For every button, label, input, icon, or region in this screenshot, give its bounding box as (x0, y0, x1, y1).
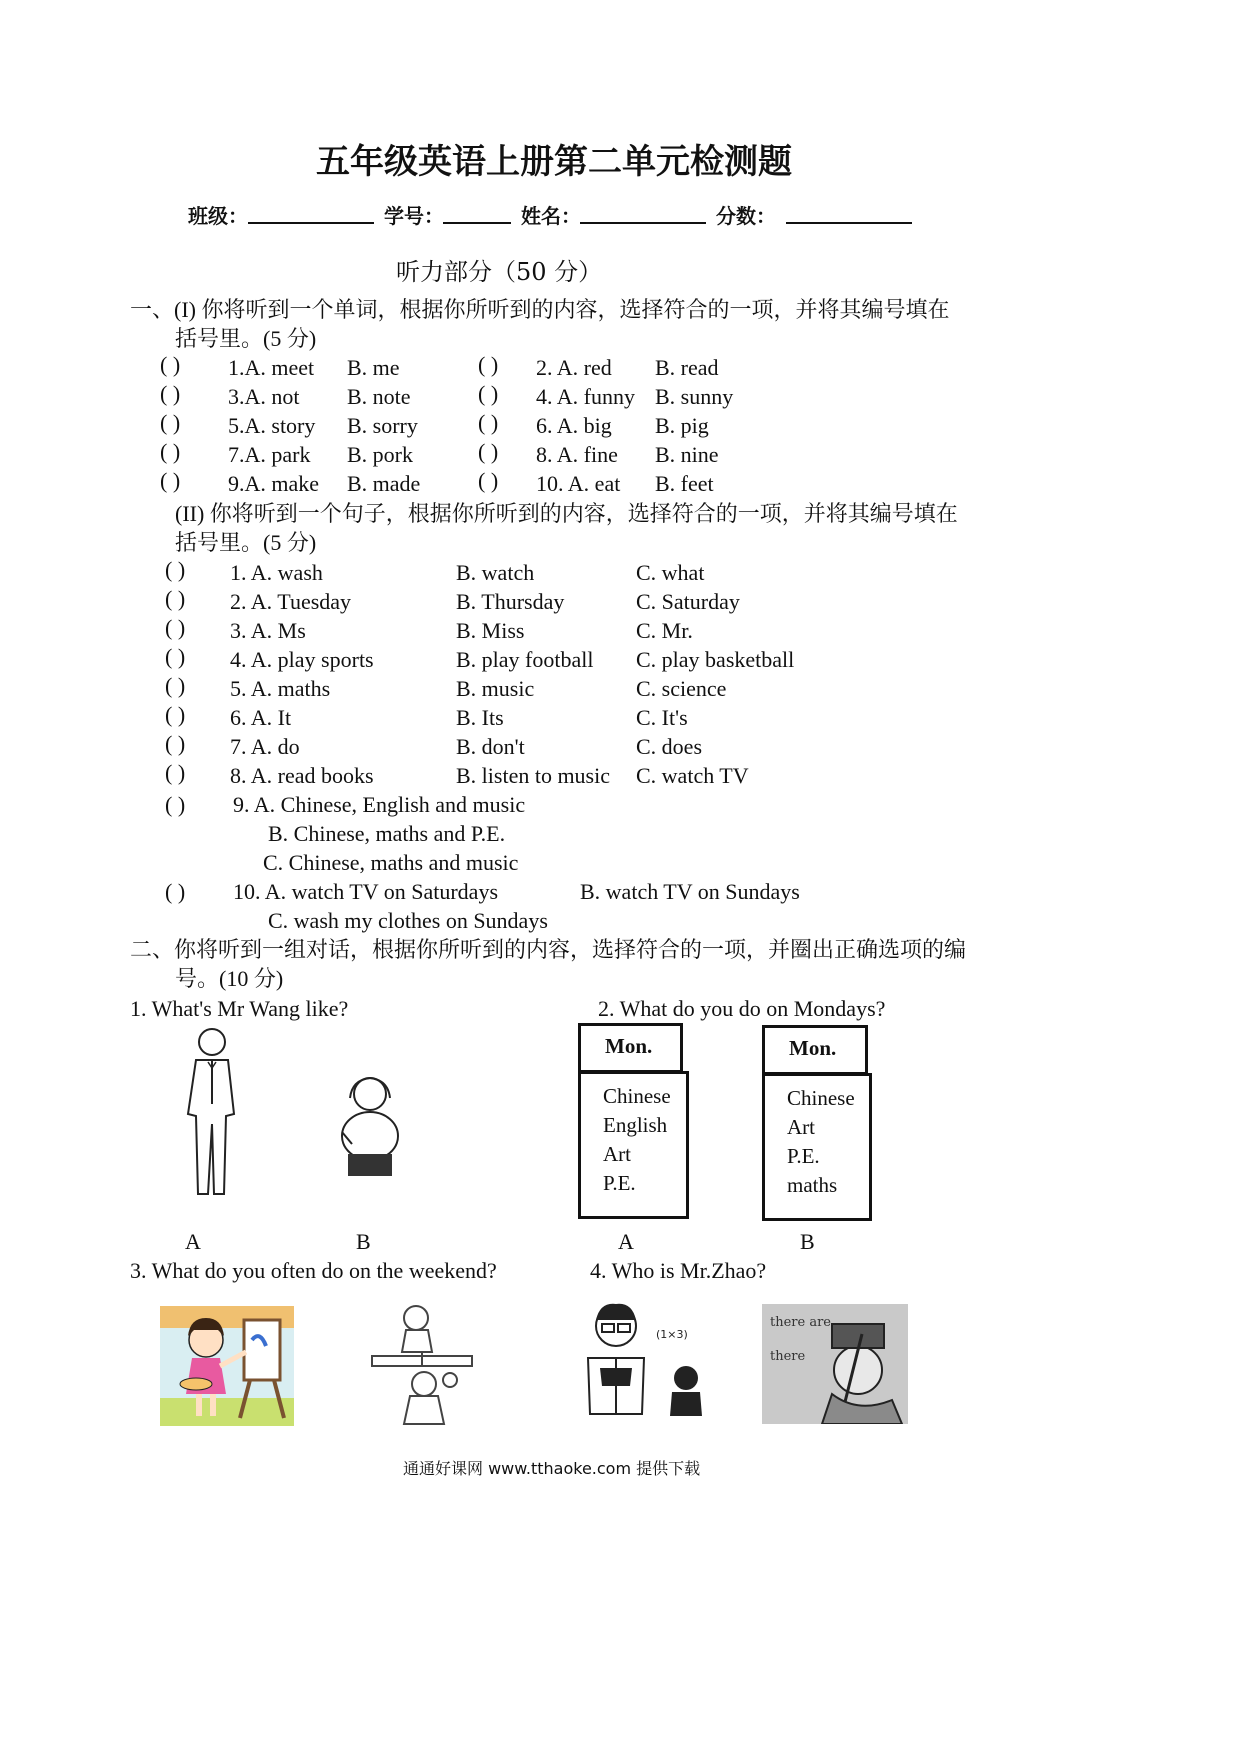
word-option-a: 8. A. fine (536, 442, 618, 467)
answer-paren[interactable]: ( ) (165, 644, 186, 669)
girl-painting-image[interactable] (160, 1306, 294, 1426)
sentence-option-c: C. does (636, 734, 702, 759)
option-a-label[interactable]: A (618, 1229, 634, 1254)
boy-teaching-image[interactable] (762, 1304, 908, 1424)
page-title: 五年级英语上册第二单元检测题 (316, 142, 792, 182)
part2-instruction-line2: 号。(10 分) (175, 966, 284, 991)
part1-instruction-line2: 括号里。(5 分) (175, 326, 317, 351)
word-option-b: B. note (347, 384, 411, 409)
score-blank[interactable] (786, 222, 912, 224)
word-option-a: 9.A. make (228, 471, 320, 496)
sentence-option-b: B. watch (456, 560, 535, 585)
sentence-option-c: C. watch TV (636, 763, 749, 788)
schedule-b-item: maths (787, 1173, 838, 1197)
sentence-option-a: 5. A. maths (230, 676, 331, 701)
sentence-option-b: B. play football (456, 647, 594, 672)
teacher-with-book-image[interactable] (576, 1298, 710, 1416)
word-option-b: B. feet (655, 471, 714, 496)
answer-paren[interactable]: ( ) (160, 352, 181, 377)
short-fat-man-image[interactable] (330, 1074, 410, 1182)
board-text-line1: there are (770, 1315, 831, 1330)
word-option-b: B. sorry (347, 413, 418, 438)
q9-option-c: C. Chinese, maths and music (263, 850, 519, 875)
schedule-header-b: Mon. (762, 1025, 868, 1075)
answer-paren[interactable]: ( ) (160, 381, 181, 406)
board-text-line2: there (770, 1349, 806, 1364)
sentence-option-b: B. Miss (456, 618, 525, 643)
option-b-label[interactable]: B (800, 1229, 815, 1254)
q10-option-c: C. wash my clothes on Sundays (268, 908, 548, 933)
sentence-option-c: C. Mr. (636, 618, 693, 643)
class-blank[interactable] (248, 222, 374, 224)
tall-man-image[interactable] (174, 1024, 244, 1196)
number-label: 学号： (384, 204, 444, 228)
word-option-a: 4. A. funny (536, 384, 635, 409)
q10-option-a: 10. A. watch TV on Saturdays (233, 879, 498, 904)
schedule-b-item: Art (787, 1115, 815, 1139)
schedule-b-item: P.E. (787, 1144, 820, 1168)
girls-ping-pong-image[interactable] (362, 1300, 482, 1428)
sentence-option-c: C. science (636, 676, 727, 701)
sentence-option-a: 3. A. Ms (230, 618, 306, 643)
answer-paren[interactable]: ( ) (478, 381, 499, 406)
listening-header: 听力部分（50 分） (396, 258, 603, 286)
part1-instruction-line1: 一、(I) 你将听到一个单词，根据你所听到的内容，选择符合的一项，并将其编号填在 (130, 297, 950, 322)
sentence-option-a: 2. A. Tuesday (230, 589, 352, 614)
question-4: 4. Who is Mr.Zhao? (590, 1258, 767, 1283)
word-option-b: B. pork (347, 442, 413, 467)
answer-paren[interactable]: ( ) (165, 673, 186, 698)
number-blank[interactable] (443, 222, 511, 224)
word-option-a: 7.A. park (228, 442, 311, 467)
name-blank[interactable] (580, 222, 706, 224)
sentence-option-c: C. play basketball (636, 647, 795, 672)
answer-paren[interactable]: ( ) (165, 792, 186, 817)
question-1: 1. What's Mr Wang like? (130, 996, 349, 1021)
answer-paren[interactable]: ( ) (478, 352, 499, 377)
sentence-option-b: B. music (456, 676, 535, 701)
sentence-option-c: C. It's (636, 705, 688, 730)
schedule-b-item: Chinese (787, 1086, 855, 1110)
q9-option-b: B. Chinese, maths and P.E. (268, 821, 506, 846)
word-option-b: B. read (655, 355, 719, 380)
schedule-a-item: Chinese (603, 1084, 671, 1108)
sentence-option-a: 6. A. It (230, 705, 292, 730)
answer-paren[interactable]: ( ) (165, 615, 186, 640)
schedule-a-item: Art (603, 1142, 631, 1166)
footer-source[interactable]: 通通好课网 www.tthaoke.com 提供下载 (403, 1459, 701, 1478)
word-option-b: B. pig (655, 413, 709, 438)
part1-sub2-instruction-line1: (II) 你将听到一个句子，根据你所听到的内容，选择符合的一项，并将其编号填在 (175, 501, 958, 526)
sentence-option-a: 1. A. wash (230, 560, 323, 585)
q10-option-b: B. watch TV on Sundays (580, 879, 800, 904)
score-label: 分数： (716, 204, 776, 228)
sentence-option-c: C. Saturday (636, 589, 740, 614)
answer-paren[interactable]: ( ) (165, 557, 186, 582)
sentence-option-b: B. listen to music (456, 763, 610, 788)
question-2: 2. What do you do on Mondays? (598, 996, 886, 1021)
answer-paren[interactable]: ( ) (165, 702, 186, 727)
word-option-b: B. me (347, 355, 400, 380)
option-a-label[interactable]: A (185, 1229, 201, 1254)
part1-sub2-instruction-line2: 括号里。(5 分) (175, 530, 317, 555)
word-option-a: 10. A. eat (536, 471, 621, 496)
name-label: 姓名： (521, 204, 581, 228)
schedule-a-item: P.E. (603, 1171, 636, 1195)
answer-paren[interactable]: ( ) (165, 731, 186, 756)
sentence-option-b: B. Its (456, 705, 504, 730)
answer-paren[interactable]: ( ) (165, 879, 186, 904)
answer-paren[interactable]: ( ) (478, 439, 499, 464)
sentence-option-a: 8. A. read books (230, 763, 374, 788)
answer-paren[interactable]: ( ) (165, 760, 186, 785)
sentence-option-a: 7. A. do (230, 734, 300, 759)
sentence-option-a: 4. A. play sports (230, 647, 374, 672)
answer-paren[interactable]: ( ) (160, 439, 181, 464)
answer-paren[interactable]: ( ) (165, 586, 186, 611)
schedule-a-item: English (603, 1113, 668, 1137)
word-option-a: 1.A. meet (228, 355, 315, 380)
word-option-a: 3.A. not (228, 384, 300, 409)
board-small-text: (1×3) (656, 1328, 688, 1341)
word-option-a: 5.A. story (228, 413, 316, 438)
schedule-header-a: Mon. (578, 1023, 683, 1073)
word-option-b: B. nine (655, 442, 719, 467)
answer-paren[interactable]: ( ) (160, 410, 181, 435)
word-option-a: 6. A. big (536, 413, 612, 438)
answer-paren[interactable]: ( ) (478, 468, 499, 493)
word-option-b: B. made (347, 471, 421, 496)
answer-paren[interactable]: ( ) (478, 410, 499, 435)
question-3: 3. What do you often do on the weekend? (130, 1258, 497, 1283)
sentence-option-b: B. don't (456, 734, 525, 759)
option-b-label[interactable]: B (356, 1229, 371, 1254)
word-option-a: 2. A. red (536, 355, 612, 380)
q9-option-a: 9. A. Chinese, English and music (233, 792, 526, 817)
class-label: 班级： (188, 204, 248, 228)
word-option-b: B. sunny (655, 384, 734, 409)
sentence-option-b: B. Thursday (456, 589, 565, 614)
sentence-option-c: C. what (636, 560, 705, 585)
part2-instruction-line1: 二、你将听到一组对话，根据你所听到的内容，选择符合的一项，并圈出正确选项的编 (130, 937, 967, 962)
answer-paren[interactable]: ( ) (160, 468, 181, 493)
